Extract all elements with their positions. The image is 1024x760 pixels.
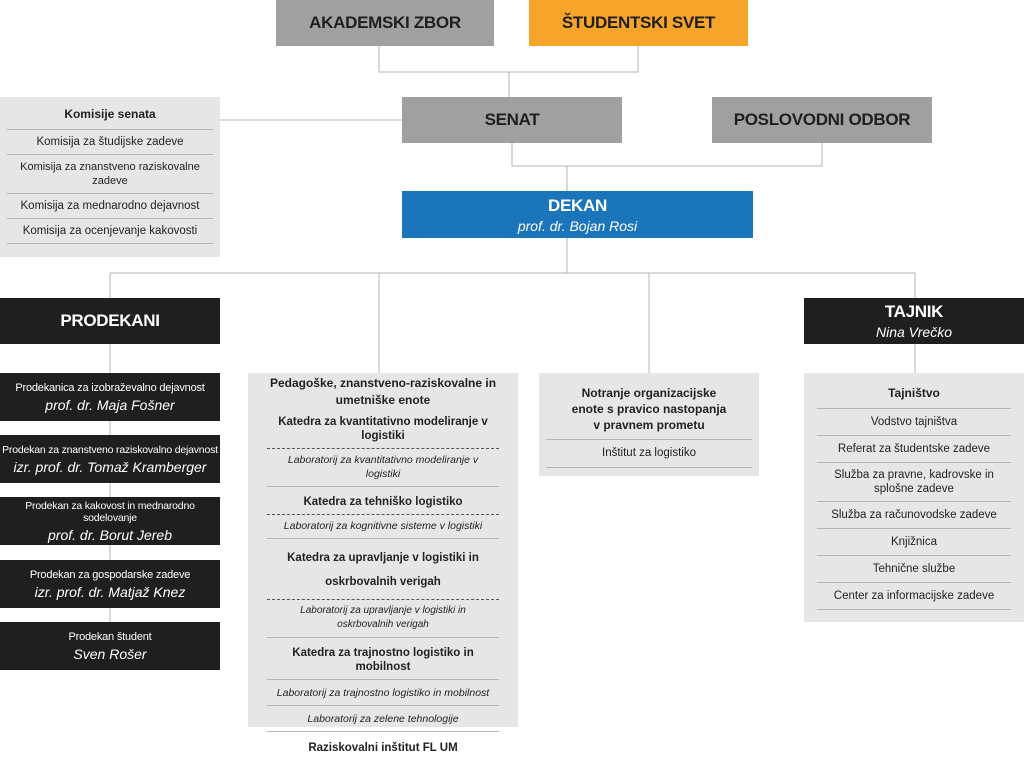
poslovodni-odbor-label: POSLOVODNI ODBOR	[733, 110, 911, 129]
tajnistvo-item: Referat za študentske zadeve	[817, 436, 1011, 463]
tajnistvo-item: Center za informacijske zadeve	[817, 583, 1011, 610]
prodekan-box	[0, 560, 220, 608]
tajnistvo-panel	[804, 373, 1024, 622]
prodekan-name: prof. dr. Borut Jereb	[48, 526, 172, 543]
laboratorij-item: Laboratorij za zelene tehnologije	[267, 706, 499, 732]
akademski-zbor-box	[276, 0, 494, 46]
tajnistvo-item: Vodstvo tajništva	[817, 408, 1011, 436]
institut-item: Raziskovalni inštitut FL UM	[308, 742, 458, 754]
prodekan-title: Prodekan študent	[68, 630, 152, 643]
notranje-item: Inštitut za logistiko	[546, 439, 752, 468]
prodekan-box	[0, 497, 220, 545]
laboratorij-item: Laboratorij za kognitivne sisteme v logistiki	[267, 515, 499, 539]
dekan-box	[402, 191, 753, 238]
prodekan-name: Sven Rošer	[73, 645, 147, 662]
tajnik-title: TAJNIK	[884, 302, 944, 321]
prodekani-title: PRODEKANI	[60, 311, 160, 330]
notranje-enote-panel	[539, 373, 759, 476]
tajnik-box	[804, 298, 1024, 344]
poslovodni-odbor-box	[712, 97, 932, 143]
katedra-item: Katedra za tehniško logistiko	[267, 487, 499, 515]
katedra-item: Katedra za kvantitativno modeliranje v logistiki	[267, 411, 499, 449]
prodekani-box	[0, 298, 220, 344]
prodekan-title: Prodekanica za izobraževalno dejavnost	[15, 381, 205, 394]
komisije-senata-title: Komisije senata	[64, 107, 156, 121]
katedra-item: Katedra za trajnostno logistiko in mobilnost	[267, 638, 499, 680]
prodekan-name: izr. prof. dr. Tomaž Kramberger	[13, 458, 207, 475]
dekan-name: prof. dr. Bojan Rosi	[517, 217, 638, 234]
notranje-enote-title: Notranje organizacijske enote s pravico nastopanja v pravnem prometu	[571, 386, 727, 432]
senat-box	[402, 97, 622, 143]
akademski-zbor-label: AKADEMSKI ZBOR	[309, 13, 461, 32]
komisija-item: Komisija za študijske zadeve	[7, 129, 213, 155]
komisije-senata-panel	[0, 97, 220, 257]
prodekan-title: Prodekan za gospodarske zadeve	[29, 568, 191, 581]
prodekan-name: prof. dr. Maja Fošner	[45, 396, 175, 413]
komisija-item: Komisija za znanstveno raziskovalne zadeve	[7, 155, 213, 194]
prodekan-name: izr. prof. dr. Matjaž Knez	[34, 583, 186, 600]
tajnistvo-item: Služba za pravne, kadrovske in splošne zadeve	[817, 463, 1011, 502]
tajnistvo-title: Tajništvo	[888, 386, 940, 400]
laboratorij-item: Laboratorij za trajnostno logistiko in mobilnost	[267, 680, 499, 706]
laboratorij-item: Laboratorij za kvantitativno modeliranje v logistiki	[267, 449, 499, 487]
dekan-title: DEKAN	[548, 195, 607, 215]
prodekan-box	[0, 622, 220, 670]
enote-panel	[248, 373, 518, 754]
studentski-svet-box	[529, 0, 748, 46]
prodekan-title: Prodekan za kakovost in mednarodno sodelovanje	[25, 499, 195, 524]
tajnistvo-item: Knjižnica	[817, 529, 1011, 556]
tajnik-name: Nina Vrečko	[875, 324, 952, 340]
enote-title: Pedagoške, znanstveno-raziskovalne in umetniške enote	[269, 376, 497, 407]
komisija-item: Komisija za ocenjevanje kakovosti	[7, 219, 213, 244]
prodekan-title: Prodekan za znanstveno raziskovalno dejavnost	[2, 443, 218, 456]
katedra-item: Katedra za upravljanje v logistiki in oskrbovalnih verigah	[267, 539, 499, 600]
tajnistvo-item: Tehnične službe	[817, 556, 1011, 583]
prodekan-box	[0, 373, 220, 421]
laboratorij-item: Laboratorij za upravljanje v logistiki in oskrbovalnih verigah	[267, 600, 499, 638]
prodekan-box	[0, 435, 220, 483]
komisija-item: Komisija za mednarodno dejavnost	[7, 194, 213, 219]
studentski-svet-label: ŠTUDENTSKI SVET	[561, 13, 716, 32]
senat-label: SENAT	[484, 110, 540, 129]
tajnistvo-item: Služba za računovodske zadeve	[817, 502, 1011, 529]
